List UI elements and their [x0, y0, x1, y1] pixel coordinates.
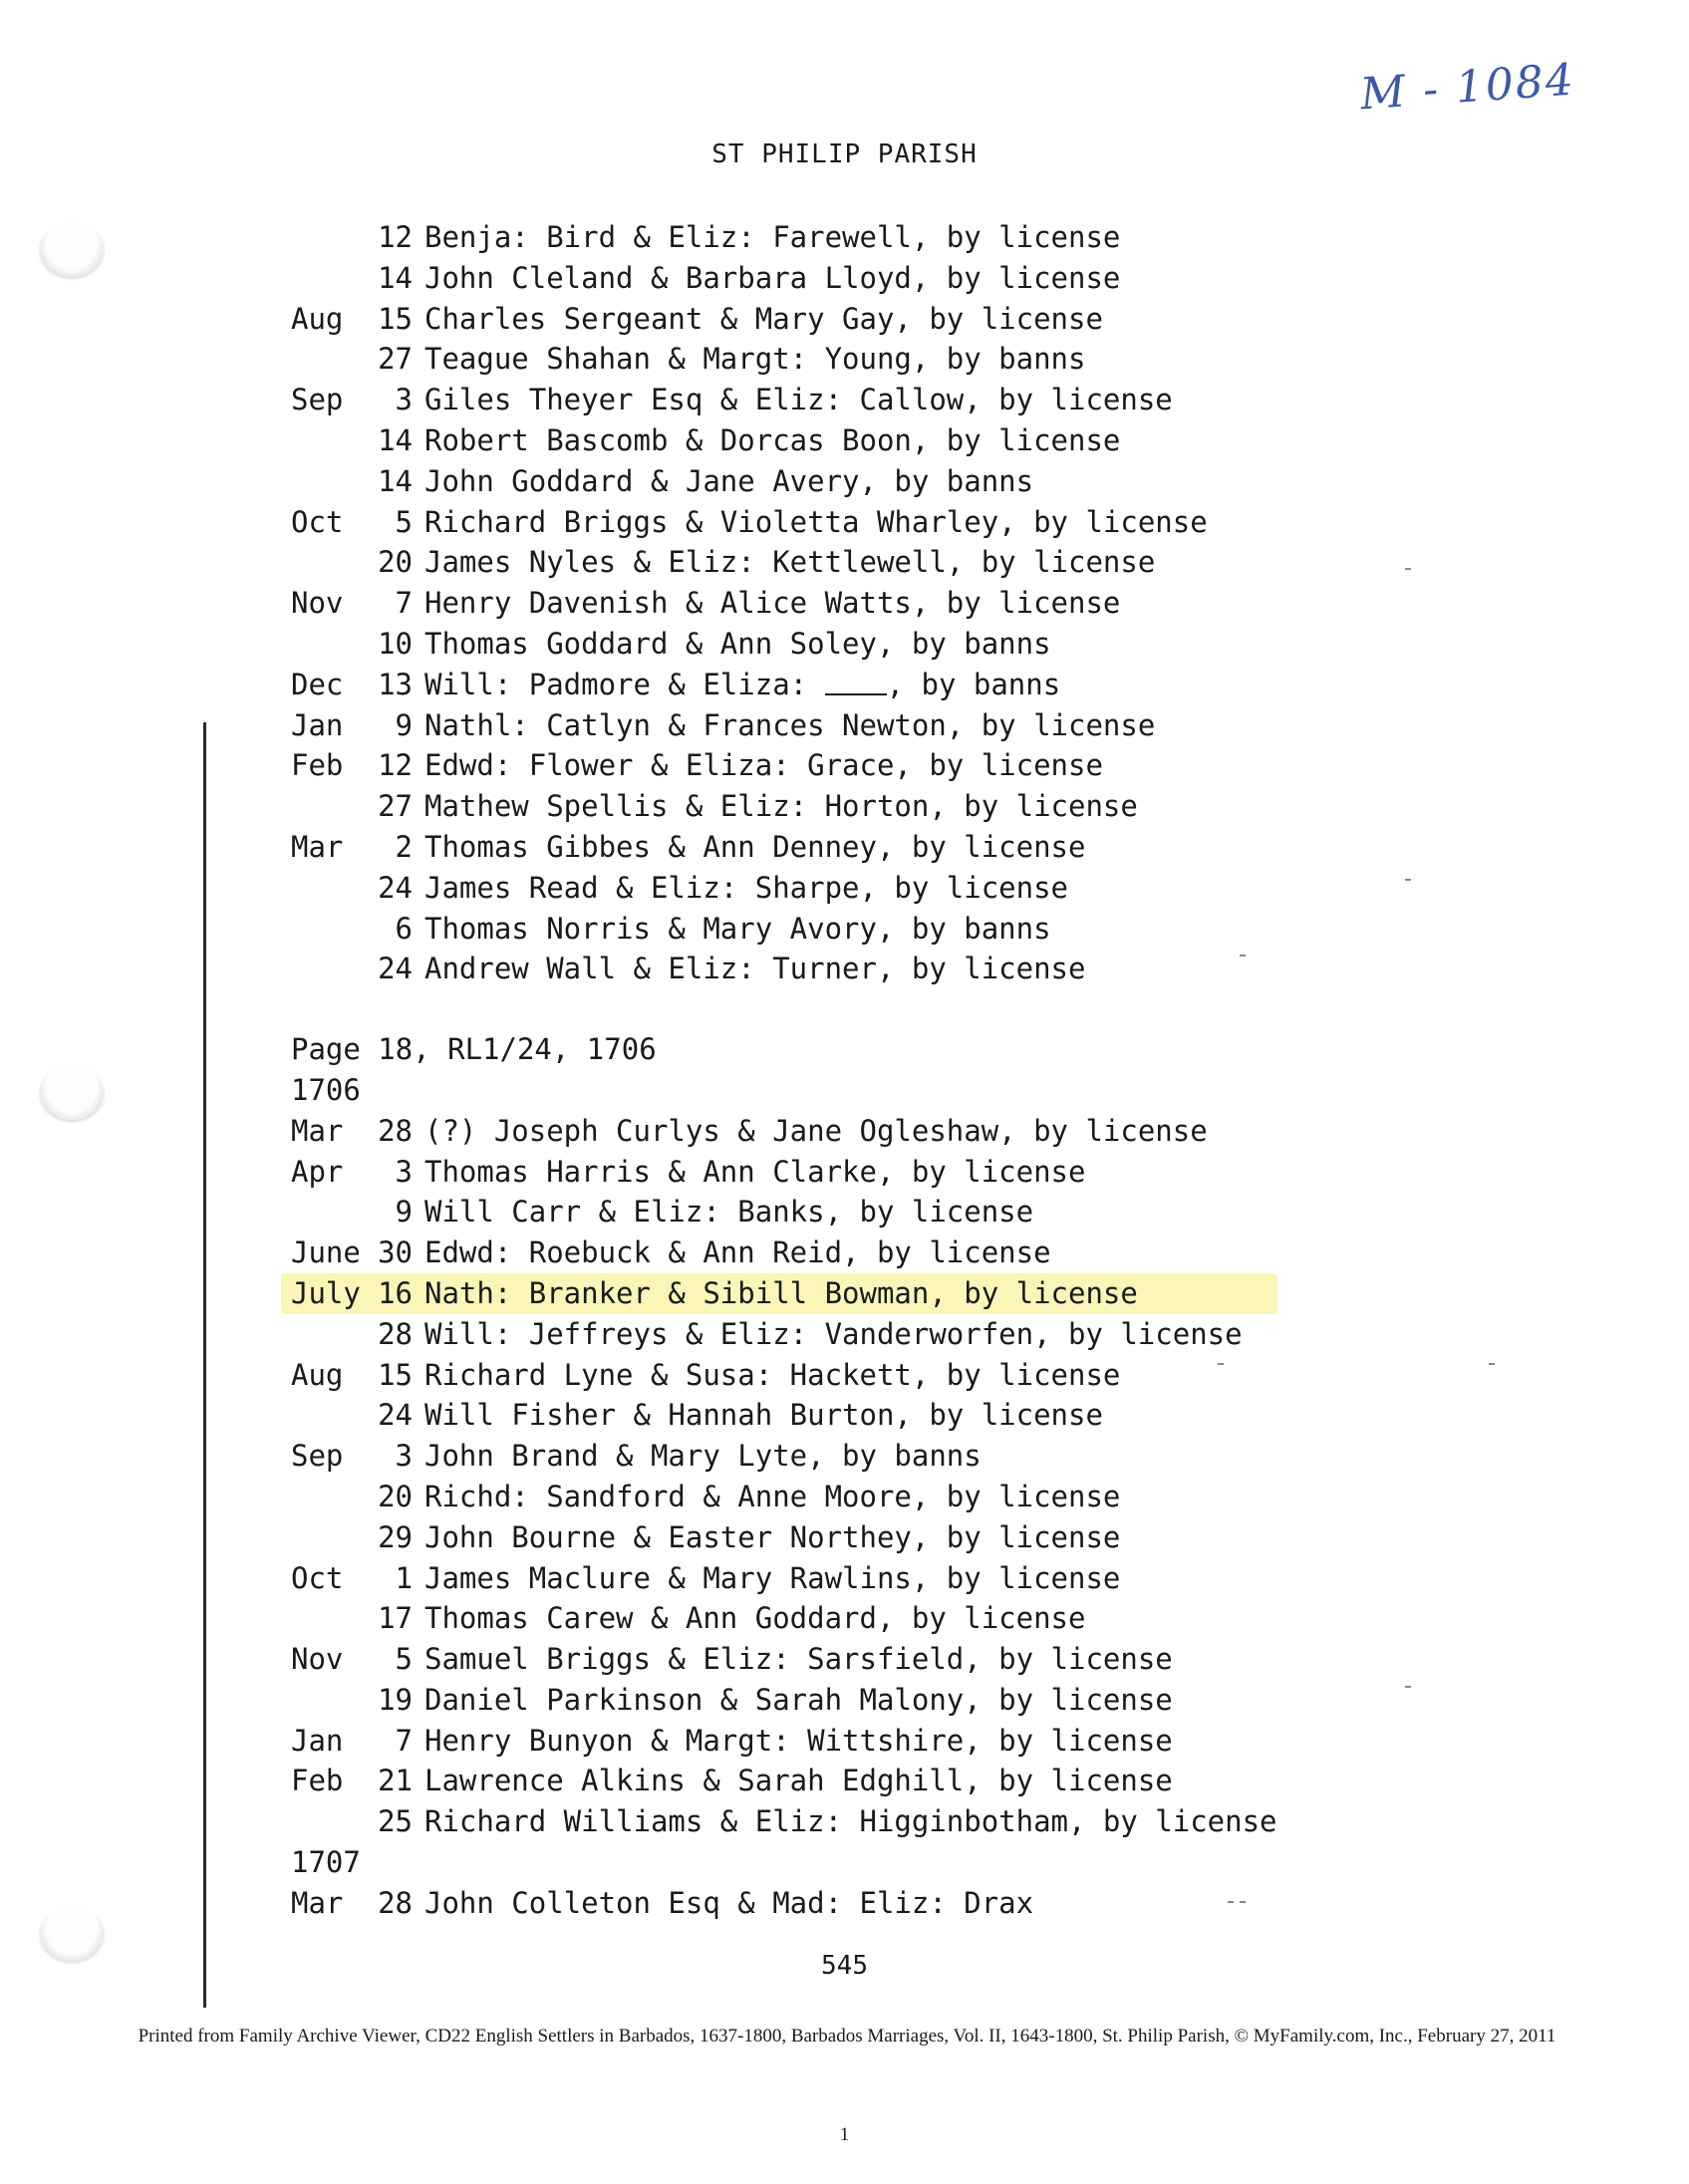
page-number: 545	[821, 1951, 868, 1981]
entry-text: Will Carr & Eliz: Banks, by license	[424, 1195, 1034, 1229]
scan-mark	[1218, 1363, 1224, 1365]
entry-text: Andrew Wall & Eliz: Turner, by license	[424, 952, 1086, 986]
entry-text: John Brand & Mary Lyte, by banns	[424, 1439, 982, 1474]
punch-hole-middle	[40, 1064, 104, 1120]
entry-day: 24	[378, 1398, 413, 1433]
entry-day: 24	[378, 870, 413, 905]
entry-day: 14	[378, 463, 413, 498]
entry-text: Benja: Bird & Eliz: Farewell, by license	[424, 220, 1121, 254]
entry-text: Will: Jeffreys & Eliz: Vanderworfen, by license	[424, 1316, 1243, 1351]
entry-text: Richard Williams & Eliz: Higginbotham, by license	[424, 1804, 1277, 1839]
entry-day: 6	[395, 911, 413, 946]
entry-month: Sep	[291, 1439, 344, 1474]
register-entry	[291, 1314, 1277, 1355]
entry-text: Thomas Goddard & Ann Soley, by banns	[424, 626, 1051, 661]
entry-day: 9	[395, 1195, 413, 1229]
register-entry	[291, 1883, 1277, 1924]
entry-text: John Colleton Esq & Mad: Eliz: Drax	[424, 1885, 1034, 1920]
entry-month: Dec	[291, 667, 344, 701]
print-footer: Printed from Family Archive Viewer, CD22 English Settlers in Barbados, 1637-1800, Barbados Marriages, Vol. II, 1643-1800, St. Philip Parish, © MyFamily.com, Inc., February 27, 2011	[138, 2026, 1556, 2047]
register-entry	[291, 1598, 1277, 1639]
register-entry	[291, 217, 1277, 258]
entry-month: Jan	[291, 707, 344, 742]
entry-day: 3	[395, 1439, 413, 1474]
register-entry	[291, 665, 1277, 705]
year-heading-1707: 1707	[291, 1845, 361, 1880]
entry-day: 27	[378, 342, 413, 377]
scan-mark	[1240, 1901, 1246, 1903]
entry-day: 7	[395, 586, 413, 621]
register-entry	[291, 1517, 1277, 1558]
entry-day: 15	[378, 301, 413, 336]
marriage-register	[291, 217, 1277, 1924]
register-entry	[291, 502, 1277, 543]
entry-text: Will: Padmore & Eliza:	[424, 667, 825, 701]
register-entry	[291, 1639, 1277, 1680]
entry-text: Richard Lyne & Susa: Hackett, by license	[424, 1357, 1121, 1392]
entry-month: Oct	[291, 1560, 344, 1595]
entry-text: (?) Joseph Curlys & Jane Ogleshaw, by license	[424, 1113, 1208, 1148]
entry-day: 28	[378, 1316, 413, 1351]
entry-text: Will Fisher & Hannah Burton, by license	[424, 1398, 1103, 1433]
entry-day: 25	[378, 1804, 413, 1839]
entry-day: 20	[378, 545, 413, 580]
entry-text: Lawrence Alkins & Sarah Edghill, by license	[424, 1764, 1173, 1798]
scan-mark	[1228, 1901, 1234, 1903]
register-entry	[291, 786, 1277, 827]
register-entry	[291, 461, 1277, 502]
register-entry	[291, 339, 1277, 380]
scan-mark	[1405, 1686, 1411, 1688]
entry-month: Feb	[291, 748, 344, 783]
register-entry	[291, 624, 1277, 665]
entry-month: Aug	[291, 301, 344, 336]
register-entry	[291, 1477, 1277, 1517]
entry-day: 13	[378, 667, 413, 701]
entry-month: Mar	[291, 829, 344, 864]
entries-list-1706	[291, 1111, 1277, 1842]
entry-day: 7	[395, 1723, 413, 1758]
entries-list-1707	[291, 1883, 1277, 1924]
entry-day: 17	[378, 1601, 413, 1636]
entry-day: 24	[378, 952, 413, 986]
entry-text: John Bourne & Easter Northey, by license	[424, 1519, 1121, 1554]
register-entry	[291, 258, 1277, 299]
entry-text: James Nyles & Eliz: Kettlewell, by license	[424, 545, 1156, 580]
register-entry	[291, 1192, 1277, 1232]
entry-text: Mathew Spellis & Eliz: Horton, by license	[424, 789, 1138, 824]
entry-text: Charles Sergeant & Mary Gay, by license	[424, 301, 1103, 336]
entries-list-top	[291, 217, 1277, 989]
entry-day: 14	[378, 422, 413, 457]
entry-text: Thomas Norris & Mary Avory, by banns	[424, 911, 1051, 946]
entry-text: Samuel Briggs & Eliz: Sarsfield, by license	[424, 1642, 1173, 1677]
blank-name-line	[825, 674, 887, 695]
entry-day: 10	[378, 626, 413, 661]
handwritten-reference: M - 1084	[1358, 54, 1577, 121]
scan-mark	[1405, 568, 1411, 570]
entry-day: 12	[378, 220, 413, 254]
entry-day: 2	[395, 829, 413, 864]
entry-day: 14	[378, 260, 413, 295]
entry-day: 20	[378, 1479, 413, 1513]
entry-day: 16	[378, 1275, 413, 1310]
scan-mark	[1240, 955, 1246, 956]
entry-text: Giles Theyer Esq & Eliz: Callow, by license	[424, 383, 1173, 417]
entry-day: 27	[378, 789, 413, 824]
entry-day: 21	[378, 1764, 413, 1798]
entry-day: 19	[378, 1682, 413, 1717]
entry-month: July	[291, 1275, 361, 1310]
entry-text: John Cleland & Barbara Lloyd, by license	[424, 260, 1121, 295]
register-entry	[291, 420, 1277, 461]
entry-text: Richard Briggs & Violetta Wharley, by license	[424, 504, 1208, 539]
entry-text: Thomas Carew & Ann Goddard, by license	[424, 1601, 1086, 1636]
entry-day: 3	[395, 383, 413, 417]
register-entry	[291, 949, 1277, 989]
entry-month: Sep	[291, 383, 344, 417]
entry-text: Thomas Gibbes & Ann Denney, by license	[424, 829, 1086, 864]
section-gap	[291, 989, 1277, 1029]
page-reference: Page 18, RL1/24, 1706	[291, 1032, 657, 1067]
register-entry	[291, 1801, 1277, 1842]
entry-text: Edwd: Flower & Eliza: Grace, by license	[424, 748, 1103, 783]
entry-month: Jan	[291, 1723, 344, 1758]
register-entry	[291, 827, 1277, 868]
entry-day: 29	[378, 1519, 413, 1554]
page-title: ST PHILIP PARISH	[711, 139, 978, 169]
entry-month: Nov	[291, 586, 344, 621]
entry-text: Henry Davenish & Alice Watts, by license	[424, 586, 1121, 621]
register-entry	[291, 1232, 1277, 1273]
entry-text: Henry Bunyon & Margt: Wittshire, by license	[424, 1723, 1173, 1758]
entry-month: Aug	[291, 1357, 344, 1392]
entry-month: Nov	[291, 1642, 344, 1677]
register-entry	[291, 1761, 1277, 1801]
entry-day: 5	[395, 1642, 413, 1677]
register-entry	[291, 1395, 1277, 1436]
entry-text: , by banns	[886, 667, 1061, 701]
entry-day: 30	[378, 1235, 413, 1270]
entry-month: Oct	[291, 504, 344, 539]
entry-day: 9	[395, 707, 413, 742]
entry-text: James Read & Eliz: Sharpe, by license	[424, 870, 1069, 905]
entry-month: Mar	[291, 1113, 344, 1148]
entry-month: Feb	[291, 1764, 344, 1798]
register-entry	[291, 542, 1277, 583]
entry-text: James Maclure & Mary Rawlins, by license	[424, 1560, 1121, 1595]
entry-day: 15	[378, 1357, 413, 1392]
register-entry	[291, 1680, 1277, 1721]
entry-day: 28	[378, 1885, 413, 1920]
entry-text: Thomas Harris & Ann Clarke, by license	[424, 1154, 1086, 1189]
entry-text: Robert Bascomb & Dorcas Boon, by license	[424, 422, 1121, 457]
register-entry	[291, 705, 1277, 746]
entry-day: 1	[395, 1560, 413, 1595]
year-heading-1706: 1706	[291, 1072, 361, 1107]
entry-day: 12	[378, 748, 413, 783]
register-entry	[291, 1436, 1277, 1477]
register-entry	[291, 583, 1277, 624]
entry-day: 28	[378, 1113, 413, 1148]
entry-month: Apr	[291, 1154, 344, 1189]
punch-hole-top	[40, 221, 104, 277]
entry-day: 3	[395, 1154, 413, 1189]
entry-month: June	[291, 1235, 361, 1270]
sheet-number: 1	[839, 2124, 850, 2145]
entry-text: Edwd: Roebuck & Ann Reid, by license	[424, 1235, 1051, 1270]
entry-day: 5	[395, 504, 413, 539]
margin-rule	[203, 722, 206, 2008]
entry-text: Daniel Parkinson & Sarah Malony, by license	[424, 1682, 1173, 1717]
entry-text: Richd: Sandford & Anne Moore, by license	[424, 1479, 1121, 1513]
entry-text: Nathl: Catlyn & Frances Newton, by license	[424, 707, 1156, 742]
register-entry	[291, 1152, 1277, 1193]
register-entry	[291, 1111, 1277, 1152]
register-entry	[291, 745, 1277, 786]
register-entry	[291, 299, 1277, 340]
entry-text: John Goddard & Jane Avery, by banns	[424, 463, 1034, 498]
register-entry	[291, 380, 1277, 420]
register-entry	[291, 909, 1277, 950]
register-entry	[291, 1558, 1277, 1599]
register-entry	[291, 868, 1277, 909]
entry-month: Mar	[291, 1885, 344, 1920]
scan-mark	[1405, 879, 1411, 881]
entry-text: Nath: Branker & Sibill Bowman, by license	[424, 1275, 1138, 1310]
entry-text: Teague Shahan & Margt: Young, by banns	[424, 342, 1086, 377]
register-entry	[291, 1355, 1277, 1396]
scan-mark	[1489, 1363, 1495, 1365]
register-entry	[291, 1721, 1277, 1762]
register-entry-highlighted	[281, 1273, 1277, 1314]
